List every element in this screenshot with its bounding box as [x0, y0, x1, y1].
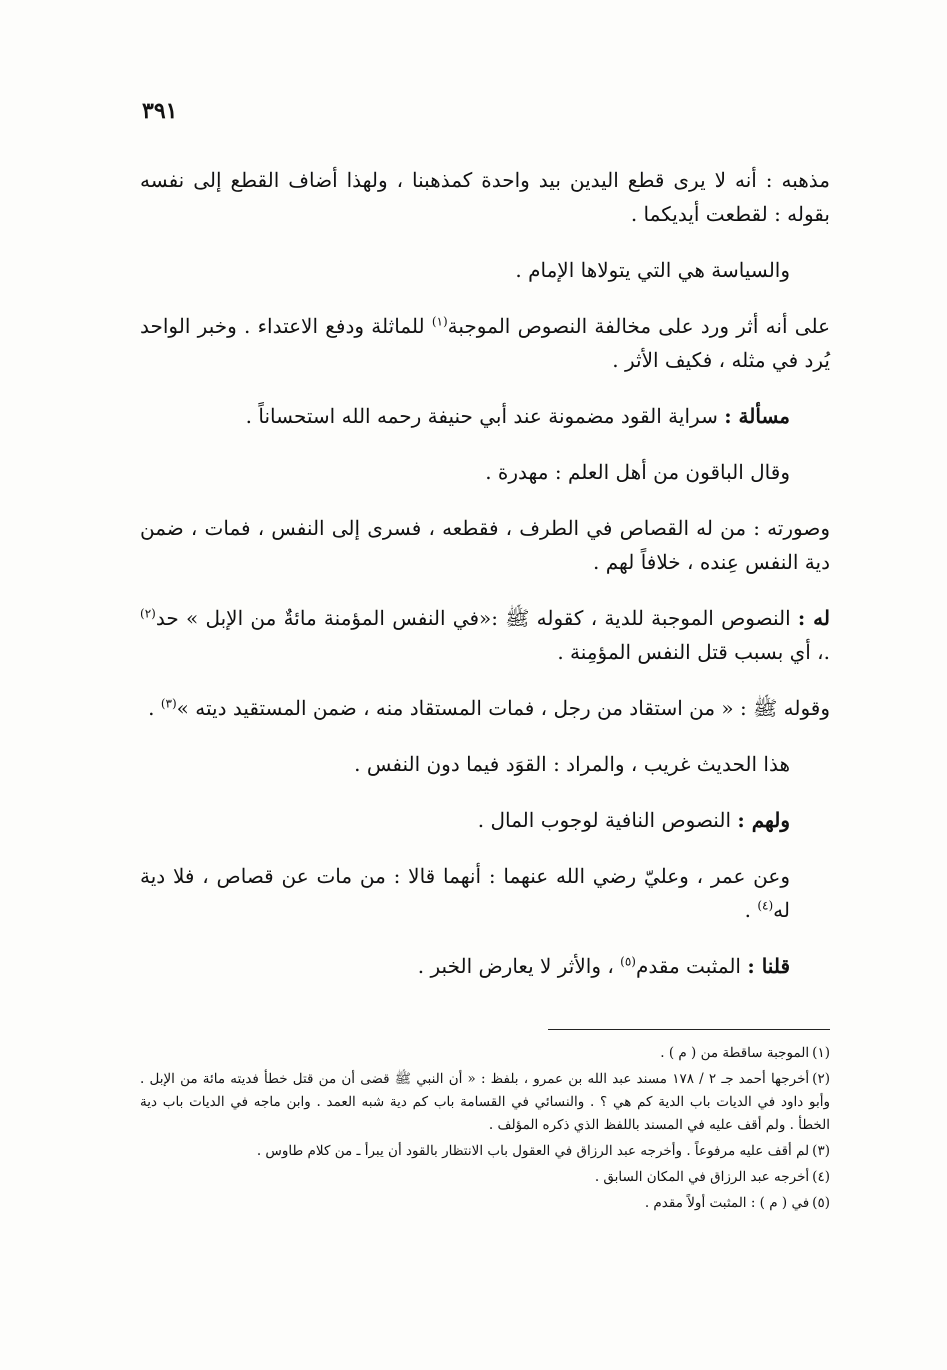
footnote-text: الموجبة ساقطة من ( م ) .: [660, 1045, 810, 1061]
argument-heading: له :: [797, 606, 830, 630]
footnote-number: (٤): [812, 1169, 830, 1185]
paragraph-text: مذهبه : أنه لا يرى قطع اليدين بيد واحدة كمذهبنا ، ولهذا أضاف القطع إلى نفسه بقوله : لقطعت أيديكما .: [140, 168, 830, 226]
paragraph-text: ، والأثر لا يعارض الخبر .: [417, 954, 621, 978]
paragraph-text: وقوله ﷺ : « من استقاد من رجل ، فمات المستقاد منه ، ضمن المستقيد ديته »: [176, 696, 830, 720]
paragraph-text: وعن عمر ، وعليّ رضي الله عنهما : أنهما قالا : من مات عن قصاص ، فلا دية له: [140, 864, 790, 922]
paragraph: [140, 859, 830, 927]
footnote: [140, 1068, 830, 1137]
footnote: [140, 1166, 830, 1189]
paragraph: [140, 163, 830, 231]
footnote-ref[interactable]: (٥): [620, 954, 636, 969]
footnote-separator: [548, 1029, 830, 1030]
footnote: [140, 1192, 830, 1215]
footnote-text: في ( م ) : المثبت أولاً مقدم .: [644, 1195, 810, 1211]
paragraph: [140, 309, 830, 377]
paragraph: [140, 399, 830, 433]
footnote-number: (١): [812, 1045, 830, 1061]
paragraph-text: هذا الحديث غريب ، والمراد : القوَد فيما دون النفس .: [354, 752, 790, 776]
paragraph: [140, 511, 830, 579]
paragraph: [140, 949, 830, 983]
footnotes: [140, 1042, 830, 1218]
footnote-ref[interactable]: (١): [431, 314, 448, 329]
main-text: [140, 163, 830, 1005]
footnote: [140, 1140, 830, 1163]
paragraph-text: للماثلة ودفع الاعتداء . وخبر الواحد يُرد في مثله ، فكيف الأثر .: [140, 314, 830, 372]
issue-heading: مسألة :: [724, 404, 790, 428]
paragraph: [140, 803, 830, 837]
footnote-number: (٣): [812, 1143, 830, 1159]
paragraph: [140, 691, 830, 725]
paragraph-text: النصوص النافية لوجوب المال .: [477, 808, 738, 832]
footnote-text: أخرجها أحمد جـ ٢ / ١٧٨ مسند عبد الله بن عمرو ، بلفظ : « أن النبي ﷺ قضى أن من قتل خطأ فديته مائة من الإبل . وأبو داود في الديات باب الدية كم هي ؟ . والنسائي في القسامة باب كم دية شبه العمد . وابن ماجه في الديات باب دية الخطأ . ولم أقف عليه في المسند باللفظ الذي ذكره المؤلف .: [140, 1071, 830, 1133]
footnote-number: (٢): [812, 1071, 830, 1087]
paragraph: [140, 455, 830, 489]
page-number: ٣٩١: [142, 98, 178, 124]
footnote-ref[interactable]: (٣): [160, 696, 177, 711]
paragraph-text: .: [744, 898, 758, 922]
paragraph-text: وصورته : من له القصاص في الطرف ، فقطعه ، فسرى إلى النفس ، فمات ، ضمن دية النفس عِنده ، خلافاً لهم .: [140, 516, 830, 574]
footnote-ref[interactable]: (٢): [140, 606, 156, 621]
paragraph-text: النصوص الموجبة للدية ، كقوله ﷺ :«في النفس المؤمنة مائةٌ من الإبل » حد: [155, 606, 798, 630]
paragraph-text: وقال الباقون من أهل العلم : مهدرة .: [485, 460, 790, 484]
paragraph: [140, 601, 830, 669]
paragraph-text: .: [148, 696, 161, 720]
argument-heading: ولهم :: [737, 808, 790, 832]
footnote-text: لم أقف عليه مرفوعاً . وأخرجه عبد الرزاق في العقول باب الانتظار بالقود أن يبرأ ـ من كلام طاوس .: [256, 1143, 810, 1159]
paragraph-text: على أنه أثر ورد على مخالفة النصوص الموجبة: [447, 314, 831, 338]
footnote-text: أخرجه عبد الرزاق في المكان السابق .: [594, 1169, 810, 1185]
footnote: [140, 1042, 830, 1065]
footnote-ref[interactable]: (٤): [757, 898, 774, 913]
argument-heading: قلنا :: [747, 954, 790, 978]
paragraph-text: .، أي بسبب قتل النفس المؤمِنة .: [557, 640, 830, 664]
paragraph: [140, 747, 830, 781]
paragraph-text: سراية القود مضمونة عند أبي حنيفة رحمه الله استحساناً .: [245, 404, 725, 428]
paragraph-text: والسياسة هي التي يتولاها الإمام .: [515, 258, 790, 282]
footnote-number: (٥): [812, 1195, 830, 1211]
paragraph-text: المثبت مقدم: [635, 954, 748, 978]
paragraph: [140, 253, 830, 287]
